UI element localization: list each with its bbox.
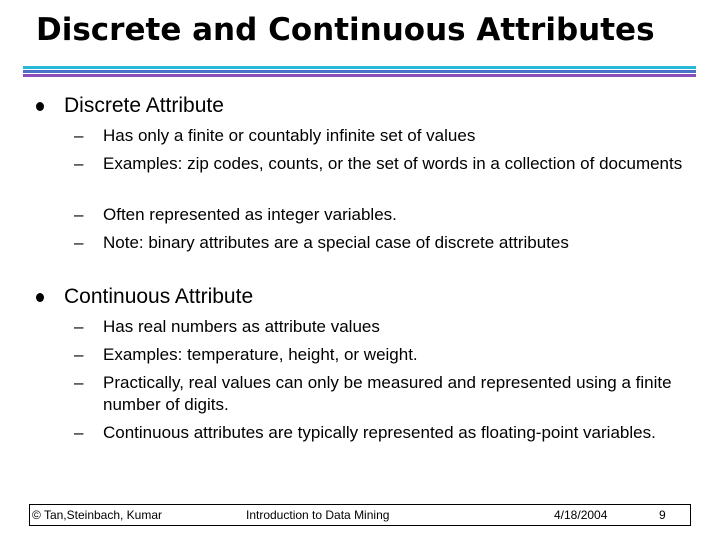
dash-icon: – <box>74 317 84 336</box>
dash-icon: – <box>74 345 84 364</box>
dash-icon: – <box>74 205 84 224</box>
footer-date: 4/18/2004 <box>554 508 608 522</box>
list-item-text: Examples: temperature, height, or weight. <box>103 345 418 364</box>
rule-line-bottom <box>23 74 696 77</box>
slide-footer <box>29 504 691 526</box>
rule-line-top <box>23 66 696 69</box>
list-item-text: Has real numbers as attribute values <box>103 317 380 336</box>
dash-icon: – <box>74 126 84 145</box>
list-item-text: Often represented as integer variables. <box>103 205 397 224</box>
footer-course: Introduction to Data Mining <box>246 508 390 522</box>
bullet-icon <box>36 102 44 111</box>
list-item-text: Practically, real values can only be measured and represented using a finite number of digits. <box>103 373 672 414</box>
section-heading: Discrete Attribute <box>64 94 224 117</box>
dash-icon: – <box>74 423 84 442</box>
list-item-text: Has only a finite or countably infinite set of values <box>103 126 476 145</box>
section-heading: Continuous Attribute <box>64 285 254 308</box>
slide-title: Discrete and Continuous Attributes <box>36 12 655 48</box>
footer-page-number: 9 <box>659 508 666 522</box>
dash-icon: – <box>74 373 84 392</box>
list-item-text: Continuous attributes are typically represented as floating-point variables. <box>103 423 656 442</box>
rule-line-middle <box>23 70 696 73</box>
footer-copyright: © Tan,Steinbach, Kumar <box>32 508 163 522</box>
dash-icon: – <box>74 233 84 252</box>
list-item-text: Note: binary attributes are a special case of discrete attributes <box>103 233 569 252</box>
bullet-icon <box>36 293 44 302</box>
list-item-text: Examples: zip codes, counts, or the set of words in a collection of documents <box>103 154 683 173</box>
dash-icon: – <box>74 154 84 173</box>
